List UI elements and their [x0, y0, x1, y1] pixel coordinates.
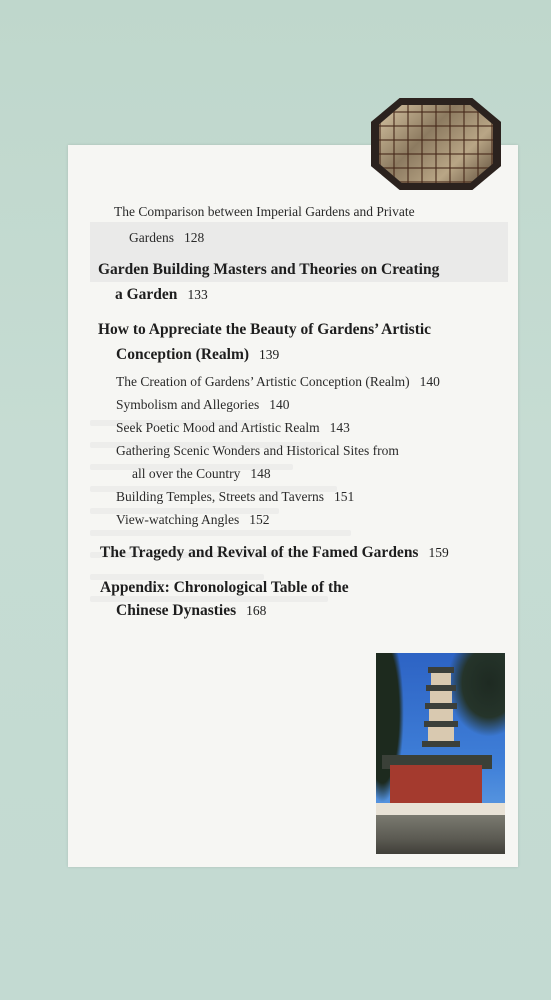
toc-entry	[132, 466, 271, 482]
toc-entry-title: Symbolism and Allegories	[116, 397, 260, 412]
toc-entry-title: Seek Poetic Mood and Artistic Realm	[116, 420, 320, 435]
toc-entry-title: The Tragedy and Revival of the Famed Gardens	[100, 544, 419, 561]
pagoda-photo	[376, 653, 505, 854]
toc-entry-title: Gathering Scenic Wonders and Historical Sites from	[116, 443, 399, 458]
toc-page-number: 168	[246, 603, 267, 618]
toc-entry	[116, 602, 266, 620]
toc-entry-title: The Comparison between Imperial Gardens and Private	[114, 204, 415, 219]
toc-entry-title: The Creation of Gardens’ Artistic Conception (Realm)	[116, 374, 410, 389]
toc-entry	[116, 346, 279, 364]
toc-entry	[115, 286, 208, 304]
toc-entry	[116, 374, 440, 390]
toc-page-number: 159	[428, 545, 449, 560]
toc-entry	[116, 420, 350, 436]
toc-entry	[100, 579, 349, 597]
toc-page-number: 140	[419, 374, 440, 389]
toc-page-number: 143	[329, 420, 350, 435]
toc-entry-title: Chinese Dynasties	[116, 602, 237, 619]
toc-entry-title: How to Appreciate the Beauty of Gardens’ Artistic	[98, 321, 432, 338]
toc-entry-title: View-watching Angles	[116, 512, 240, 527]
toc-entry	[114, 204, 415, 220]
toc-entry	[116, 443, 399, 459]
toc-entry	[129, 230, 204, 246]
toc-entry-title: Gardens	[129, 230, 174, 245]
lattice-window-photo	[371, 98, 501, 190]
toc-entry-title: a Garden	[115, 286, 178, 303]
toc-page-number: 133	[187, 287, 208, 302]
toc-entry	[116, 489, 354, 505]
toc-page-number: 151	[333, 489, 355, 504]
toc-entry-title: Conception (Realm)	[116, 346, 250, 363]
toc-entry	[116, 397, 290, 413]
toc-entry	[98, 261, 439, 279]
toc-entry	[98, 321, 431, 339]
toc-entry-title: Appendix: Chronological Table of the	[100, 579, 349, 596]
toc-page-number: 140	[269, 397, 290, 412]
toc-page-number: 128	[183, 230, 205, 245]
toc-entry-title: Building Temples, Streets and Taverns	[116, 489, 324, 504]
toc-page-number: 139	[259, 347, 280, 362]
toc-entry	[116, 512, 270, 528]
toc-page-number: 152	[249, 512, 270, 527]
toc-entry-title: Garden Building Masters and Theories on Creating	[98, 261, 440, 278]
toc-entry-title: all over the Country	[132, 466, 241, 481]
toc-entry	[100, 544, 449, 562]
toc-page-number: 148	[250, 466, 271, 481]
